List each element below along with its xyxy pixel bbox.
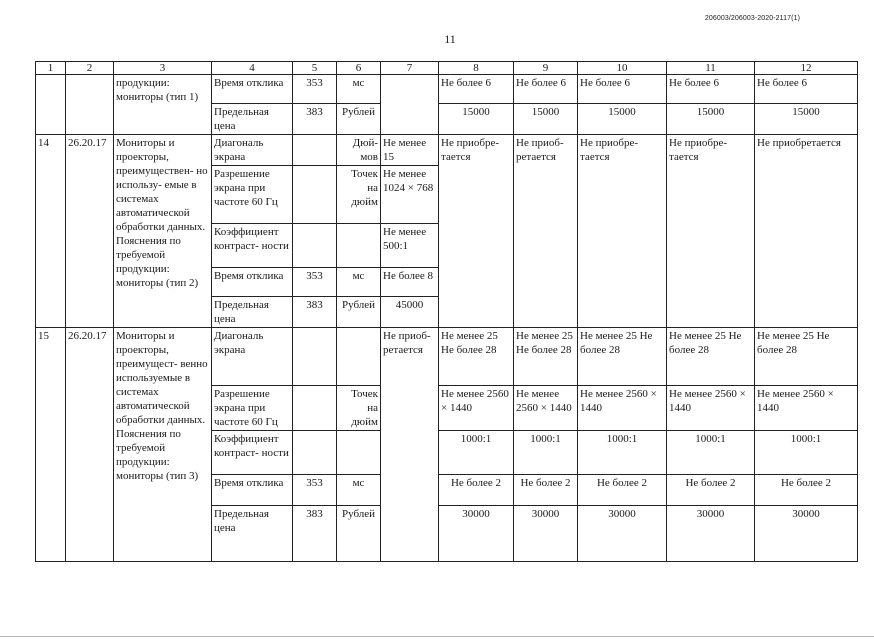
table-row — [36, 328, 858, 386]
column-number-row — [36, 62, 858, 75]
value-cell: Не менее 25 Не более 28 — [755, 328, 858, 386]
requirement-value — [381, 75, 439, 135]
unit-code — [293, 386, 337, 431]
unit-name — [337, 224, 381, 268]
characteristic-name: Диагональ экрана — [212, 328, 293, 386]
value-cell: Не приобре- тается — [667, 135, 755, 328]
value-cell: Не менее 2560 × 1440 — [514, 386, 578, 431]
requirement-empty — [381, 386, 439, 431]
value-cell: 15000 — [755, 104, 858, 135]
unit-code — [293, 328, 337, 386]
value-cell: Не более 6 — [755, 75, 858, 104]
unit-name: Точек на дюйм — [337, 166, 381, 224]
value-cell: Не менее 25 Не более 28 — [439, 328, 514, 386]
unit-code — [293, 135, 337, 166]
requirement-value: Не менее 500:1 — [381, 224, 439, 268]
item-number: 15 — [36, 328, 66, 562]
unit-code: 383 — [293, 506, 337, 562]
column-number: 7 — [381, 62, 439, 75]
value-cell: 30000 — [514, 506, 578, 562]
item-number-cell — [36, 75, 66, 135]
value-cell: 1000:1 — [514, 431, 578, 475]
value-cell: Не менее 25 Не более 28 — [667, 328, 755, 386]
characteristic-name: Разрешение экрана при частоте 60 Гц — [212, 386, 293, 431]
characteristic-name: Коэффициент контраст- ности — [212, 431, 293, 475]
table-row — [36, 75, 858, 104]
value-cell: Не менее 2560 × 1440 — [667, 386, 755, 431]
column-number: 2 — [66, 62, 114, 75]
unit-code: 353 — [293, 268, 337, 297]
unit-name: мс — [337, 75, 381, 104]
value-cell: 30000 — [439, 506, 514, 562]
value-cell: 1000:1 — [439, 431, 514, 475]
unit-name: Точек на дюйм — [337, 386, 381, 431]
characteristic-name: Предельная цена — [212, 104, 293, 135]
value-cell: Не менее 25 Не более 28 — [578, 328, 667, 386]
value-cell: 1000:1 — [667, 431, 755, 475]
value-cell: Не менее 2560 × 1440 — [439, 386, 514, 431]
requirement-value: Не менее 15 — [381, 135, 439, 166]
unit-name — [337, 328, 381, 386]
characteristic-name: Коэффициент контраст- ности — [212, 224, 293, 268]
value-cell: 15000 — [514, 104, 578, 135]
column-number: 4 — [212, 62, 293, 75]
value-cell: Не более 2 — [514, 475, 578, 506]
characteristic-name: Разрешение экрана при частоте 60 Гц — [212, 166, 293, 224]
value-cell: Не более 2 — [667, 475, 755, 506]
value-cell: 30000 — [578, 506, 667, 562]
column-number: 8 — [439, 62, 514, 75]
value-cell: Не более 6 — [578, 75, 667, 104]
unit-name: Рублей — [337, 104, 381, 135]
okpd-code-cell — [66, 75, 114, 135]
okpd-code: 26.20.17 — [66, 328, 114, 562]
value-cell: 30000 — [667, 506, 755, 562]
characteristic-name: Предельная цена — [212, 297, 293, 328]
characteristic-name: Время отклика — [212, 268, 293, 297]
unit-code — [293, 166, 337, 224]
requirement-empty — [381, 506, 439, 562]
unit-code: 353 — [293, 75, 337, 104]
requirement-value: Не более 8 — [381, 268, 439, 297]
characteristic-name: Диагональ экрана — [212, 135, 293, 166]
value-cell: Не менее 2560 × 1440 — [755, 386, 858, 431]
requirement-empty — [381, 475, 439, 506]
unit-name: Рублей — [337, 297, 381, 328]
requirement-value: Не приоб- ретается — [381, 328, 439, 386]
scan-edge-line — [0, 636, 874, 637]
unit-name: мс — [337, 268, 381, 297]
column-number: 10 — [578, 62, 667, 75]
characteristic-name: Время отклика — [212, 475, 293, 506]
characteristic-name: Предельная цена — [212, 506, 293, 562]
value-cell: 1000:1 — [578, 431, 667, 475]
value-cell: Не более 2 — [578, 475, 667, 506]
column-number: 9 — [514, 62, 578, 75]
unit-name: мс — [337, 475, 381, 506]
requirements-table — [35, 61, 858, 562]
value-cell: 15000 — [667, 104, 755, 135]
value-cell: Не более 2 — [439, 475, 514, 506]
unit-code — [293, 431, 337, 475]
unit-name: Рублей — [337, 506, 381, 562]
value-cell: 15000 — [439, 104, 514, 135]
requirement-value: 45000 — [381, 297, 439, 328]
document-id: 206003/206003-2020-2117(1) — [704, 15, 800, 22]
value-cell: Не приобре- тается — [578, 135, 667, 328]
value-cell: Не менее 2560 × 1440 — [578, 386, 667, 431]
requirement-empty — [381, 431, 439, 475]
value-cell: Не более 6 — [439, 75, 514, 104]
unit-name — [337, 431, 381, 475]
characteristic-name: Время отклика — [212, 75, 293, 104]
value-cell: Не более 2 — [755, 475, 858, 506]
okpd-code: 26.20.17 — [66, 135, 114, 328]
product-name: продукции: мониторы (тип 1) — [114, 75, 212, 135]
unit-code: 353 — [293, 475, 337, 506]
value-cell: 1000:1 — [755, 431, 858, 475]
column-number: 3 — [114, 62, 212, 75]
value-cell: Не приобре- тается — [439, 135, 514, 328]
unit-name: Дюй- мов — [337, 135, 381, 166]
value-cell: Не менее 25 Не более 28 — [514, 328, 578, 386]
unit-code: 383 — [293, 104, 337, 135]
column-number: 6 — [337, 62, 381, 75]
column-number: 11 — [667, 62, 755, 75]
value-cell: Не более 6 — [667, 75, 755, 104]
value-cell: Не более 6 — [514, 75, 578, 104]
item-number: 14 — [36, 135, 66, 328]
column-number: 1 — [36, 62, 66, 75]
requirement-value: Не менее 1024 × 768 — [381, 166, 439, 224]
value-cell: 30000 — [755, 506, 858, 562]
value-cell: Не приобретается — [755, 135, 858, 328]
value-cell: 15000 — [578, 104, 667, 135]
column-number: 12 — [755, 62, 858, 75]
column-number: 5 — [293, 62, 337, 75]
table-row — [36, 135, 858, 166]
page-number: 11 — [444, 32, 456, 46]
value-cell: Не приоб- ретается — [514, 135, 578, 328]
product-name: Мониторы и проекторы, преимуществен- но использу- емые в системах автоматической обработки данных. Пояснения по требуемой продукции: мониторы (тип 2) — [114, 135, 212, 328]
unit-code: 383 — [293, 297, 337, 328]
unit-code — [293, 224, 337, 268]
product-name: Мониторы и проекторы, преимущест- венно используемые в системах автоматической обработки данных. Пояснения по требуемой продукции: мониторы (тип 3) — [114, 328, 212, 562]
